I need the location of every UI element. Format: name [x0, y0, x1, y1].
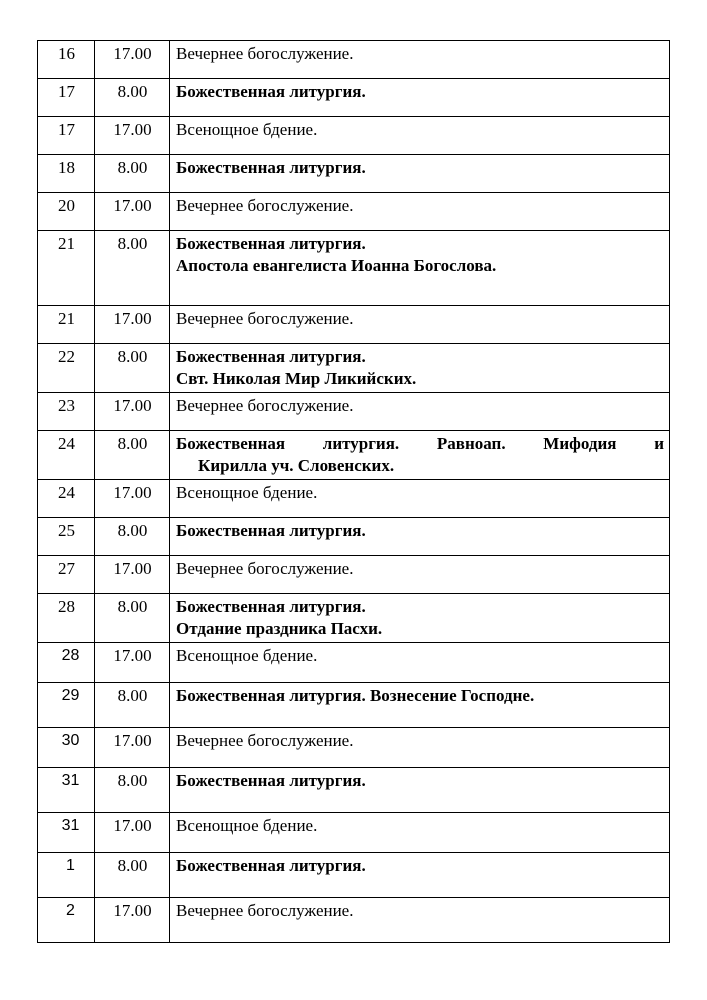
time-cell: 8.00: [95, 518, 170, 556]
time-cell: 8.00: [95, 79, 170, 117]
day-number: 24: [58, 483, 75, 502]
time-cell: 8.00: [95, 344, 170, 393]
time-cell: 17.00: [95, 480, 170, 518]
service-line: Вечернее богослужение.: [176, 901, 354, 920]
schedule-row: [38, 41, 670, 79]
service-description: [170, 306, 670, 344]
service-line: Всенощное бдение.: [176, 483, 318, 502]
service-description: [170, 79, 670, 117]
day-number: 29: [61, 687, 80, 704]
service-line: Апостола евангелиста Иоанна Богослова.: [176, 256, 497, 275]
service-description: [170, 155, 670, 193]
day-number: 27: [58, 559, 75, 578]
day-number: 1: [66, 857, 75, 874]
time-cell: 17.00: [95, 41, 170, 79]
schedule-table: [37, 40, 670, 943]
day-number: 24: [58, 434, 75, 453]
day-cell: [38, 813, 95, 853]
schedule-row: [38, 306, 670, 344]
schedule-row: [38, 518, 670, 556]
service-line: Божественная литургия.: [176, 234, 366, 253]
service-line: Божественная литургия.: [176, 771, 366, 790]
service-line: Божественная литургия.: [176, 82, 366, 101]
day-cell: [38, 306, 95, 344]
day-number: 23: [58, 396, 75, 415]
time-cell: 8.00: [95, 431, 170, 480]
service-line: Вечернее богослужение.: [176, 396, 354, 415]
day-cell: [38, 853, 95, 898]
day-cell: [38, 79, 95, 117]
service-description: [170, 643, 670, 683]
schedule-row: [38, 480, 670, 518]
service-line: Всенощное бдение.: [176, 646, 318, 665]
day-cell: [38, 155, 95, 193]
schedule-row: [38, 728, 670, 768]
day-number: 2: [66, 902, 75, 919]
service-line: Кирилла уч. Словенских.: [198, 456, 395, 475]
schedule-row: [38, 813, 670, 853]
service-line: Божественная литургия. Равноап. Мифодия и: [176, 434, 664, 453]
time-cell: 8.00: [95, 231, 170, 306]
day-number: 20: [58, 196, 75, 215]
service-description: [170, 480, 670, 518]
schedule-row: [38, 853, 670, 898]
service-description: [170, 728, 670, 768]
time-cell: 8.00: [95, 683, 170, 728]
service-description: [170, 594, 670, 643]
day-number: 18: [58, 158, 75, 177]
service-line: Вечернее богослужение.: [176, 196, 354, 215]
service-line: Свт. Николая Мир Ликийских.: [176, 369, 417, 388]
schedule-row: [38, 431, 670, 480]
day-cell: [38, 728, 95, 768]
time-cell: 17.00: [95, 393, 170, 431]
service-line: Отдание праздника Пасхи.: [176, 619, 383, 638]
service-line: Божественная литургия. Вознесение Господне.: [176, 686, 535, 705]
schedule-row: [38, 193, 670, 231]
day-cell: [38, 898, 95, 943]
service-line: Божественная литургия.: [176, 347, 366, 366]
day-cell: [38, 594, 95, 643]
day-number: 28: [61, 647, 80, 664]
time-cell: 8.00: [95, 594, 170, 643]
time-cell: 17.00: [95, 813, 170, 853]
time-cell: 8.00: [95, 155, 170, 193]
time-cell: 17.00: [95, 306, 170, 344]
day-number: 17: [58, 82, 75, 101]
service-description: [170, 41, 670, 79]
service-line: Всенощное бдение.: [176, 120, 318, 139]
service-description: [170, 193, 670, 231]
schedule-row: [38, 231, 670, 306]
schedule-row: [38, 117, 670, 155]
service-description: [170, 518, 670, 556]
day-number: 16: [58, 44, 75, 63]
day-cell: [38, 480, 95, 518]
service-line: Вечернее богослужение.: [176, 731, 354, 750]
day-cell: [38, 393, 95, 431]
day-cell: [38, 344, 95, 393]
schedule-row: [38, 594, 670, 643]
day-cell: [38, 41, 95, 79]
day-cell: [38, 518, 95, 556]
day-cell: [38, 643, 95, 683]
day-cell: [38, 231, 95, 306]
time-cell: 17.00: [95, 117, 170, 155]
day-number: 17: [58, 120, 75, 139]
service-description: [170, 683, 670, 728]
day-cell: [38, 431, 95, 480]
schedule-row: [38, 683, 670, 728]
service-description: [170, 556, 670, 594]
schedule-row: [38, 79, 670, 117]
schedule-row: [38, 898, 670, 943]
service-description: [170, 431, 670, 480]
service-description: [170, 768, 670, 813]
day-number: 31: [61, 772, 80, 789]
time-cell: 17.00: [95, 898, 170, 943]
day-number: 31: [61, 817, 80, 834]
day-cell: [38, 768, 95, 813]
day-number: 21: [58, 309, 75, 328]
service-line: Божественная литургия.: [176, 521, 366, 540]
time-cell: 17.00: [95, 728, 170, 768]
day-number: 22: [58, 347, 75, 366]
service-line: Божественная литургия.: [176, 856, 366, 875]
service-description: [170, 231, 670, 306]
time-cell: 8.00: [95, 853, 170, 898]
schedule-row: [38, 768, 670, 813]
service-description: [170, 117, 670, 155]
schedule-row: [38, 155, 670, 193]
time-cell: 17.00: [95, 556, 170, 594]
schedule-body: [38, 41, 670, 943]
service-line: Всенощное бдение.: [176, 816, 318, 835]
service-line: Вечернее богослужение.: [176, 559, 354, 578]
day-number: 30: [61, 732, 80, 749]
day-number: 21: [58, 234, 75, 253]
schedule-row: [38, 556, 670, 594]
day-cell: [38, 556, 95, 594]
schedule-row: [38, 393, 670, 431]
day-number: 25: [58, 521, 75, 540]
service-description: [170, 344, 670, 393]
service-description: [170, 393, 670, 431]
service-line: Вечернее богослужение.: [176, 44, 354, 63]
service-line: Божественная литургия.: [176, 597, 366, 616]
service-description: [170, 813, 670, 853]
schedule-row: [38, 643, 670, 683]
service-description: [170, 853, 670, 898]
time-cell: 8.00: [95, 768, 170, 813]
day-number: 28: [58, 597, 75, 616]
day-cell: [38, 683, 95, 728]
day-cell: [38, 193, 95, 231]
time-cell: 17.00: [95, 193, 170, 231]
service-line: Вечернее богослужение.: [176, 309, 354, 328]
time-cell: 17.00: [95, 643, 170, 683]
service-line: Божественная литургия.: [176, 158, 366, 177]
day-cell: [38, 117, 95, 155]
schedule-row: [38, 344, 670, 393]
service-description: [170, 898, 670, 943]
